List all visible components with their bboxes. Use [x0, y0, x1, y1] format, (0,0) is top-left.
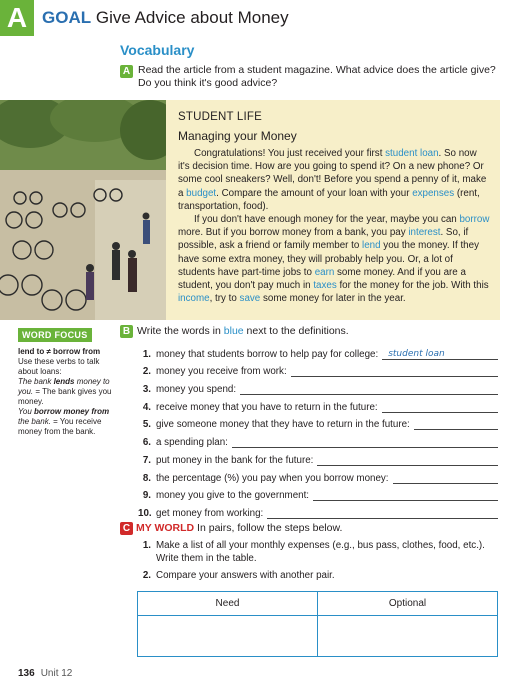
- definition-row: [138, 430, 498, 448]
- article-text: some money for later in the year.: [260, 293, 406, 305]
- section-title: Vocabulary: [120, 42, 195, 58]
- step-item: [138, 540, 498, 565]
- wf-ex2-a: You: [18, 407, 35, 416]
- answer-blank[interactable]: [382, 401, 498, 413]
- definition-text: put money in the bank for the future:: [156, 454, 314, 466]
- definition-text: get money from working:: [156, 507, 264, 519]
- unit-label: Unit 12: [40, 668, 73, 679]
- definition-number: 8.: [142, 472, 151, 484]
- definitions-list: [138, 342, 498, 519]
- activity-b-text-pre: Write the words in: [137, 325, 224, 337]
- answer-blank[interactable]: [291, 365, 498, 377]
- word-focus-box: [18, 325, 114, 437]
- definition-text: give someone money that they have to return in the future:: [156, 419, 410, 431]
- definition-text: money you spend:: [156, 384, 237, 396]
- wf-ex2-b: borrow: [34, 407, 62, 416]
- wf-ex1-c: money to you.: [18, 377, 110, 396]
- activity-c-text: In pairs, follow the steps below.: [194, 522, 343, 534]
- step-number: 1.: [142, 540, 151, 551]
- my-world-label: MY WORLD: [136, 522, 195, 534]
- wf-ex2-c: money from: [61, 407, 110, 416]
- answer-blank[interactable]: [267, 507, 498, 519]
- definition-number: 3.: [142, 384, 151, 396]
- vocabulary-word: earn: [314, 266, 335, 278]
- definition-text: the percentage (%) you pay when you borrow money:: [156, 472, 389, 484]
- step-text: Compare your answers with another pair.: [156, 570, 335, 581]
- definition-row: [138, 377, 498, 395]
- goal-heading: [42, 8, 289, 28]
- vocabulary-word: save: [239, 293, 261, 305]
- step-item: [138, 570, 498, 583]
- answer-blank[interactable]: [393, 472, 498, 484]
- article-text: for the money for the job. With this: [336, 280, 489, 292]
- definition-number: 10.: [138, 507, 152, 519]
- definition-row: [138, 466, 498, 484]
- campus-photo-illustration: [0, 100, 166, 320]
- article-heading: Managing your Money: [178, 129, 297, 143]
- activity-a-instruction: [120, 64, 500, 90]
- article-text: . Compare the amount of your loan with your: [216, 187, 413, 199]
- vocabulary-word: student loan: [385, 148, 439, 159]
- article-text: more. But if you borrow money from a bank, you pay: [178, 227, 409, 239]
- answer-blank[interactable]: [317, 454, 498, 466]
- students-bicycles-photo: [0, 100, 166, 320]
- article-paragraph-2: [178, 213, 490, 305]
- vocabulary-word: taxes: [313, 280, 337, 292]
- vocabulary-word: income: [178, 293, 210, 305]
- wf-ex1-gloss: = The bank gives you money.: [18, 387, 112, 406]
- definition-text: receive money that you have to return in the future:: [156, 401, 378, 413]
- activity-c-letter: C: [120, 522, 133, 535]
- definition-row: [138, 395, 498, 413]
- definition-row: [138, 484, 498, 502]
- activity-a-text: Read the article from a student magazine. What advice does the article give? Do you think it's good advice?: [138, 64, 496, 89]
- word-focus-title: WORD FOCUS: [18, 328, 92, 342]
- activity-c-steps: [138, 540, 498, 588]
- answer-text: student loan: [388, 348, 445, 359]
- article-text: Congratulations! You just received your first: [194, 148, 386, 159]
- answer-blank[interactable]: [313, 489, 498, 501]
- definition-number: 7.: [142, 454, 151, 466]
- optional-column[interactable]: [317, 592, 497, 656]
- activity-b-text-blue: blue: [223, 325, 244, 337]
- activity-b-instruction: [120, 325, 349, 338]
- page-footer: [18, 668, 72, 679]
- definition-number: 6.: [142, 437, 151, 449]
- vocabulary-word: budget: [186, 187, 217, 199]
- vocabulary-word: lend: [362, 240, 381, 252]
- article-text: . So, if possible, ask a friend or family member to: [178, 227, 469, 252]
- answer-blank[interactable]: [414, 418, 498, 430]
- definition-row: [138, 413, 498, 431]
- need-column-header: Need: [138, 592, 317, 616]
- article-kicker: STUDENT LIFE: [178, 111, 262, 123]
- goal-text: Give Advice about Money: [95, 8, 289, 27]
- definition-text: money you give to the government:: [156, 490, 310, 502]
- article-paragraph-1: [178, 147, 490, 213]
- definition-text: a spending plan:: [156, 437, 228, 449]
- definition-number: 4.: [142, 401, 151, 413]
- wf-ex2-gloss: = You receive money from the bank.: [18, 417, 102, 436]
- wf-ex1-b: lends: [53, 377, 75, 386]
- article-text: you the money. If they have some extra money, they will probably help you. Or, a lot of students have part-time jobs to: [178, 240, 479, 278]
- definition-row: [138, 360, 498, 378]
- page-number: 136: [18, 668, 35, 679]
- article-text: . So now it's decision time. How are you going to spend it? On a new phone? Or some cool sneakers? Well, don't! Before you spend a penny of it, make a: [178, 148, 487, 199]
- vocabulary-word: borrow: [459, 214, 490, 226]
- article-text: If you don't have enough money for the year, maybe you can: [194, 214, 460, 226]
- word-focus-body: [18, 347, 114, 437]
- vocabulary-word: expenses: [412, 187, 455, 199]
- article-text: , try to: [209, 293, 240, 305]
- vocabulary-word: interest: [408, 227, 441, 239]
- activity-a-letter: A: [120, 65, 133, 78]
- article-text: (rent, transportation, food).: [178, 187, 480, 212]
- wf-ex2-d: the bank.: [18, 417, 51, 426]
- definition-row: [138, 342, 498, 360]
- definition-number: 2.: [142, 366, 151, 378]
- definition-row: [138, 448, 498, 466]
- step-number: 2.: [142, 570, 151, 581]
- lesson-badge: A: [0, 0, 34, 36]
- article-box: [166, 100, 500, 320]
- definition-row: [138, 501, 498, 519]
- definition-text: money you receive from work:: [156, 366, 287, 378]
- wf-ex1-a: The bank: [18, 377, 54, 386]
- activity-b-text-post: next to the definitions.: [243, 325, 349, 337]
- answer-blank[interactable]: [232, 436, 498, 448]
- definition-number: 1.: [142, 348, 151, 360]
- activity-b-letter: B: [120, 325, 133, 338]
- goal-label: GOAL: [42, 8, 92, 27]
- word-focus-headline: lend to ≠ borrow from: [18, 347, 101, 356]
- need-column[interactable]: [138, 592, 317, 656]
- answer-blank[interactable]: [382, 348, 498, 360]
- definition-text: money that students borrow to help pay for college:: [156, 348, 379, 360]
- word-focus-intro: Use these verbs to talk about loans:: [18, 357, 100, 376]
- definition-number: 5.: [142, 419, 151, 431]
- definition-number: 9.: [142, 490, 151, 502]
- optional-column-header: Optional: [318, 592, 497, 616]
- expenses-table: [137, 591, 498, 657]
- answer-blank[interactable]: [240, 383, 498, 395]
- step-text: Make a list of all your monthly expenses (e.g., bus pass, clothes, food, etc.). Write them in the table.: [156, 540, 485, 564]
- activity-c-instruction: [120, 522, 342, 535]
- article-text: some money. And if you are a student, you don't pay much in: [178, 266, 466, 292]
